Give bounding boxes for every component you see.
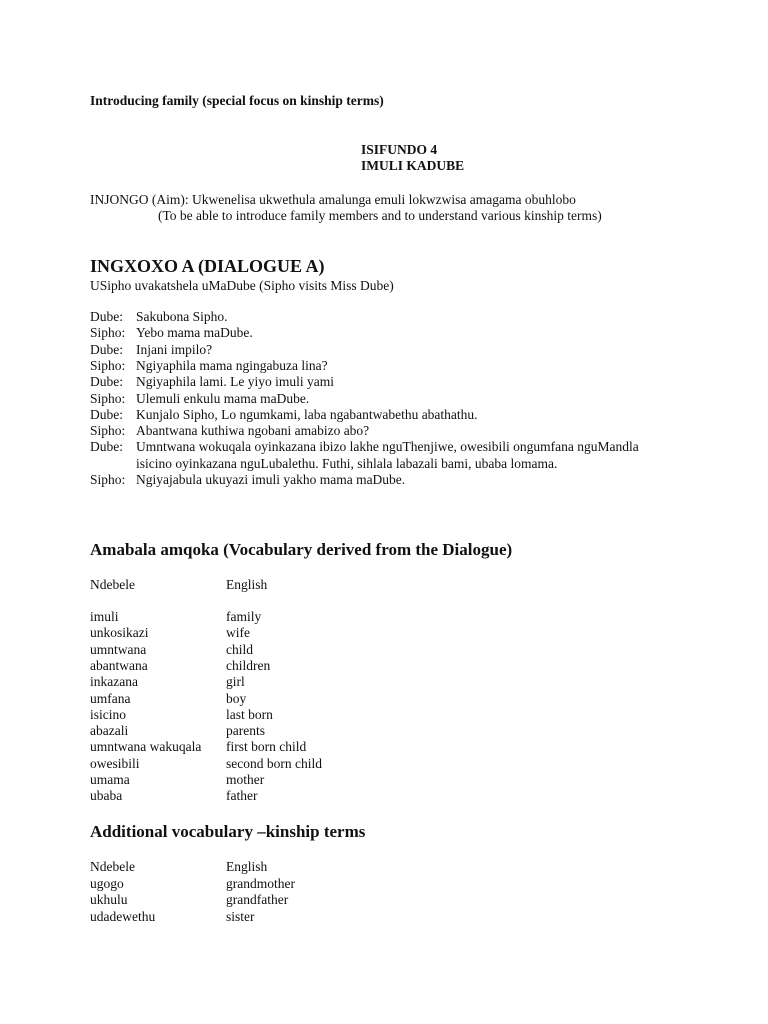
dialogue-speaker: Dube: [90, 309, 123, 324]
dialogue-line [90, 358, 328, 374]
vocabulary-row [90, 707, 273, 723]
dialogue-speaker: Dube: [90, 406, 123, 422]
ndebele-term: ukhulu [90, 892, 128, 908]
dialogue-speaker: Dube: [90, 374, 123, 390]
vocabulary-row [90, 691, 246, 707]
dialogue-text: Kunjalo Sipho, Lo ngumkami, laba ngabantwabethu abathathu. [136, 406, 478, 422]
vocabulary-row [90, 739, 306, 755]
dialogue-text: Sakubona Sipho. [136, 309, 228, 324]
ndebele-term: umama [90, 772, 130, 787]
vocabulary-row [90, 788, 257, 804]
vocabulary-col-ndebele: Ndebele [90, 577, 135, 592]
english-term: family [226, 609, 262, 624]
english-term: last born [226, 706, 273, 722]
dialogue-subtitle: USipho uvakatshela uMaDube (Sipho visits Miss Dube) [90, 278, 394, 293]
vocabulary-row [90, 625, 250, 641]
additional-col-english: English [226, 859, 268, 874]
intro-title: Introducing family (special focus on kinship terms) [90, 93, 384, 108]
dialogue-line [90, 325, 253, 341]
dialogue-line [90, 391, 309, 407]
vocabulary-row [90, 876, 295, 892]
dialogue-speaker: Sipho: [90, 423, 126, 439]
ndebele-term: udadewethu [90, 908, 156, 924]
lesson-title: IMULI KADUBE [361, 158, 465, 173]
vocabulary-row [90, 658, 270, 674]
dialogue-text: isicino oyinkazana nguLubalethu. Futhi, sihlala labazali bami, ubaba lomama. [136, 455, 558, 471]
dialogue-text: Ulemuli enkulu mama maDube. [136, 390, 310, 406]
english-term: boy [226, 690, 247, 706]
dialogue-speaker: Sipho: [90, 357, 126, 373]
dialogue-line [90, 407, 478, 423]
english-term: sister [226, 908, 255, 924]
vocabulary-row [90, 756, 322, 772]
dialogue-line [90, 309, 228, 325]
english-term: wife [226, 625, 250, 641]
aim-translation: (To be able to introduce family members and to understand various kinship terms) [158, 208, 602, 223]
ndebele-term: ubaba [90, 788, 123, 804]
ndebele-term: abantwana [90, 657, 148, 673]
english-term: parents [226, 723, 265, 739]
additional-column-headers [90, 859, 267, 875]
dialogue-text: Ngiyajabula ukuyazi imuli yakho mama maDube. [136, 472, 406, 487]
dialogue-speaker: Sipho: [90, 472, 126, 487]
ndebele-term: imuli [90, 609, 119, 624]
vocabulary-column-headers [90, 577, 267, 593]
vocabulary-row [90, 892, 288, 908]
dialogue-speaker: Sipho: [90, 325, 126, 341]
ndebele-term: ugogo [90, 876, 124, 891]
dialogue-speaker: Dube: [90, 341, 123, 357]
dialogue-text: Abantwana kuthiwa ngobani amabizo abo? [136, 423, 370, 439]
english-term: first born child [226, 739, 307, 755]
vocabulary-row [90, 723, 265, 739]
ndebele-term: isicino [90, 706, 126, 722]
dialogue-line [90, 374, 334, 390]
dialogue-heading: INGXOXO A (DIALOGUE A) [90, 256, 325, 276]
ndebele-term: unkosikazi [90, 625, 149, 641]
lesson-number: ISIFUNDO 4 [361, 142, 438, 157]
dialogue-line [90, 342, 212, 358]
vocabulary-row [90, 642, 253, 658]
vocabulary-col-english: English [226, 577, 268, 592]
english-term: children [226, 657, 271, 673]
vocabulary-row [90, 609, 261, 625]
vocabulary-row [90, 909, 255, 925]
vocabulary-row [90, 674, 245, 690]
dialogue-line [90, 456, 557, 472]
ndebele-term: owesibili [90, 755, 140, 771]
dialogue-text: Ngiyaphila mama ngingabuza lina? [136, 357, 328, 373]
ndebele-term: inkazana [90, 674, 138, 690]
vocabulary-heading: Amabala amqoka (Vocabulary derived from the Dialogue) [90, 540, 513, 559]
english-term: mother [226, 772, 265, 787]
english-term: second born child [226, 755, 322, 771]
ndebele-term: umfana [90, 690, 131, 706]
ndebele-term: abazali [90, 723, 129, 739]
ndebele-term: umntwana [90, 641, 147, 657]
english-term: grandfather [226, 892, 289, 908]
dialogue-text: Ngiyaphila lami. Le yiyo imuli yami [136, 374, 334, 390]
dialogue-text: Yebo mama maDube. [136, 325, 253, 341]
english-term: girl [226, 674, 245, 690]
additional-heading: Additional vocabulary –kinship terms [90, 822, 366, 841]
dialogue-text: Injani impilo? [136, 341, 213, 357]
dialogue-speaker: Dube: [90, 439, 123, 455]
aim-line: INJONGO (Aim): Ukwenelisa ukwethula amalunga emuli lokwzwisa amagama obuhlobo [90, 192, 576, 207]
dialogue-speaker: Sipho: [90, 390, 126, 406]
english-term: grandmother [226, 876, 295, 891]
dialogue-line [90, 439, 639, 455]
vocabulary-row [90, 772, 264, 788]
additional-col-ndebele: Ndebele [90, 859, 135, 874]
ndebele-term: umntwana wakuqala [90, 739, 202, 755]
dialogue-line [90, 472, 405, 488]
english-term: father [226, 788, 258, 804]
dialogue-line [90, 423, 369, 439]
dialogue-text: Umntwana wokuqala oyinkazana ibizo lakhe nguThenjiwe, owesibili ongumfana nguMandla [136, 439, 639, 455]
english-term: child [226, 641, 253, 657]
